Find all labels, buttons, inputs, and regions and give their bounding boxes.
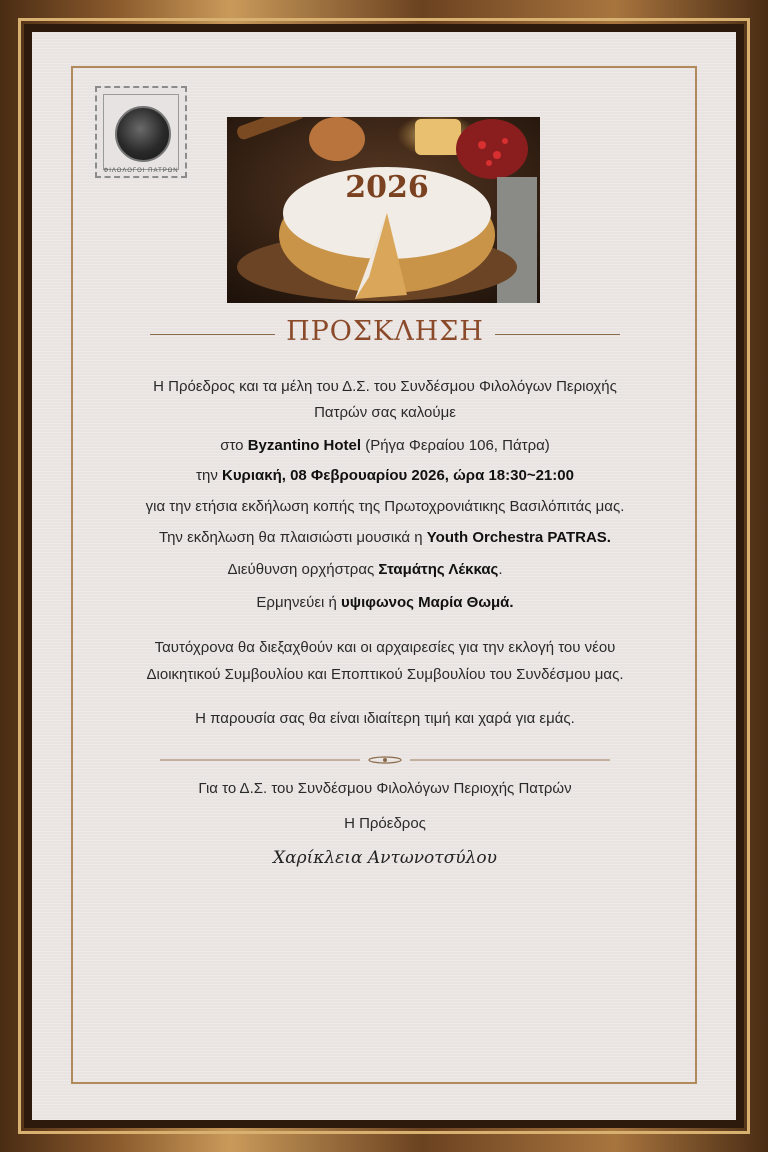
music-line: Την εκδηλωση θα πλαισιώστι μουσικά η Youth Orchestra PATRAS. bbox=[159, 529, 611, 546]
signatory-role: Η Πρόεδρος bbox=[344, 815, 426, 832]
singer-name: υψιφωνος Μαρία Θωμά. bbox=[341, 594, 514, 611]
signatory-name: Χαρίκλεια Αντωνοτσύλου bbox=[273, 848, 497, 868]
singer-line: Ερμηνεύει ή υψιφωνος Μαρία Θωμά. bbox=[256, 594, 514, 611]
orchestra-name: Youth Orchestra PATRAS. bbox=[426, 529, 611, 546]
vasilopita-photo bbox=[227, 117, 540, 303]
purpose-line: για την ετήσια εκδήλωση κοπής της Πρωτοχρονιάτικης Βασιλόπιτάς μας. bbox=[145, 498, 625, 515]
intro-line-1: Η Πρόεδρος και τα μέλη του Δ.Σ. του Συνδέσμου Φιλολόγων Περιοχής bbox=[153, 378, 617, 395]
elections-line-2: Διοικητικού Συμβουλίου και Εποπτικού Συμβουλίου του Συνδέσμου μας. bbox=[146, 666, 624, 683]
invitation-title: ΠΡΟΣΚΛΗΣΗ bbox=[286, 316, 484, 347]
venue-line: στο Byzantino Hotel (Ρήγα Φεραίου 106, Πάτρα) bbox=[220, 437, 550, 454]
elections-line-1: Ταυτόχρονα θα διεξαχθούν και οι αρχαιρεσίες για την εκλογή του νέου bbox=[154, 639, 616, 656]
conductor-name: Σταμάτης Λέκκας bbox=[378, 561, 499, 578]
date-line: την Κυριακή, 08 Φεβρουαρίου 2026, ώρα 18:30~21:00 bbox=[196, 467, 574, 484]
cake-year-text: 2026 bbox=[345, 170, 429, 205]
closing-line: Η παρουσία σας θα είναι ιδιαίτερη τιμή και χαρά για εμάς. bbox=[195, 710, 575, 727]
intro-line-2: Πατρών σας καλούμε bbox=[314, 404, 456, 421]
stamp-emblem-icon bbox=[115, 106, 171, 162]
title-row bbox=[150, 316, 620, 356]
event-date: Κυριακή, 08 Φεβρουαρίου 2026, ώρα 18:30~21:00 bbox=[221, 467, 574, 484]
venue-name: Byzantino Hotel bbox=[247, 437, 362, 454]
stamp-text: ΦΙΛΟΛΟΓΟΙ ΠΑΤΡΩΝ bbox=[103, 168, 179, 174]
conductor-line: Διεύθυνση ορχήστρας Σταμάτης Λέκκας. bbox=[227, 561, 503, 578]
signatory-organization: Για το Δ.Σ. του Συνδέσμου Φιλολόγων Περιοχής Πατρών bbox=[198, 780, 572, 797]
ornament-divider bbox=[160, 752, 610, 762]
association-stamp bbox=[95, 86, 187, 178]
